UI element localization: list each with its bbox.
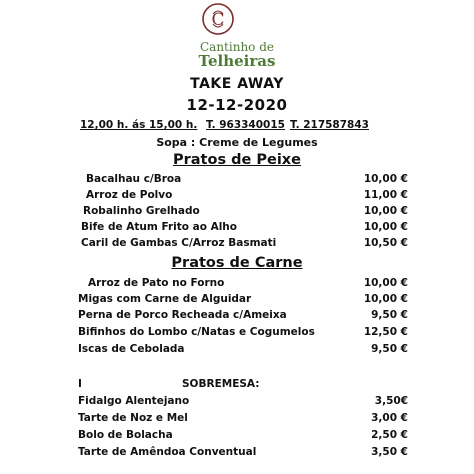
menu-item-price: 10,50 € [363, 237, 408, 249]
phone-2: T. 217587843 [290, 119, 369, 131]
page-title: TAKE AWAY [190, 76, 284, 92]
menu-item-price: 3,50€ [374, 395, 408, 407]
menu-item-name: Iscas de Cebolada [78, 343, 185, 355]
opening-hours: 12,00 h. ás 15,00 h. [80, 119, 198, 131]
menu-item-price: 3,00 € [371, 412, 408, 424]
menu-item-price: 12,50 € [363, 326, 408, 338]
menu-date: 12-12-2020 [186, 96, 288, 114]
menu-item-name: Bolo de Bolacha [78, 429, 173, 441]
phone-1: T. 963340015 [206, 119, 285, 131]
menu-item-price: 10,00 € [363, 173, 408, 185]
menu-item-name: Arroz de Polvo [86, 189, 173, 201]
menu-item-price: 10,00 € [363, 277, 408, 289]
menu-item-price: 11,00 € [363, 189, 408, 201]
menu-item-price: 10,00 € [363, 293, 408, 305]
restaurant-logo-icon [201, 2, 235, 36]
menu-item-name: Fidalgo Alentejano [78, 395, 190, 407]
logo-name-line2: Telheiras [198, 52, 276, 70]
menu-item-name: Arroz de Pato no Forno [88, 277, 225, 289]
menu-item-name: Caril de Gambas C/Arroz Basmati [81, 237, 277, 249]
section-title-peixe: Pratos de Peixe [172, 152, 301, 168]
menu-item-name: Bifinhos do Lombo c/Natas e Cogumelos [78, 326, 315, 338]
logo-mark: C [211, 10, 225, 30]
logo-name-line1: Cantinho de [199, 40, 274, 54]
menu-item-name: Migas com Carne de Alguidar [78, 293, 252, 305]
menu-item-name: Tarte de Amêndoa Conventual [78, 446, 257, 458]
menu-item-name: Bife de Atum Frito ao Alho [81, 221, 237, 233]
menu-item-price: 10,00 € [363, 205, 408, 217]
soup-of-the-day: Sopa : Creme de Legumes [156, 136, 318, 149]
menu-item-name: Bacalhau c/Broa [86, 173, 182, 185]
menu-item-price: 9,50 € [371, 343, 408, 355]
section-title-sobremesa: SOBREMESA: [182, 378, 260, 390]
menu-item-name: Tarte de Noz e Mel [78, 412, 188, 424]
menu-item-name: Robalinho Grelhado [83, 205, 200, 217]
section-title-carne: Pratos de Carne [171, 255, 303, 271]
menu-item-price: 2,50 € [371, 429, 408, 441]
menu-item-price: 3,50 € [371, 446, 408, 458]
menu-item-price: 10,00 € [363, 221, 408, 233]
menu-item-name: Perna de Porco Recheada c/Ameixa [78, 309, 287, 321]
menu-item-price: 9,50 € [371, 309, 408, 321]
section-marker: I [78, 378, 82, 390]
